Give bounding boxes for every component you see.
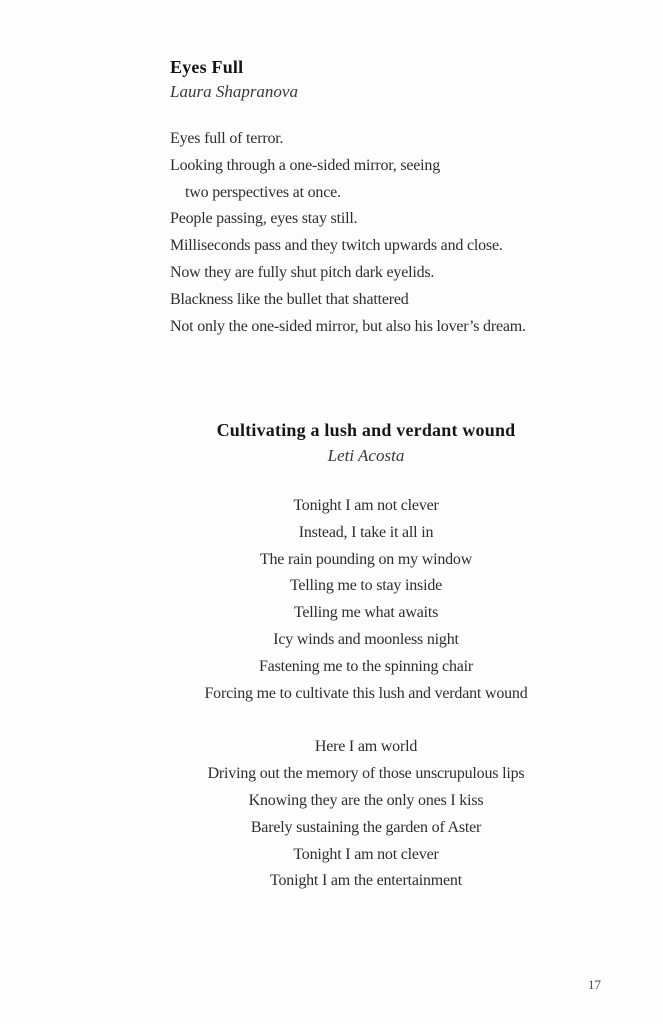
- stanza: [170, 493, 562, 707]
- poem-line: Knowing they are the only ones I kiss: [248, 791, 484, 809]
- poem-cultivating-a-lush-and-verdant-wound: [170, 417, 562, 895]
- poem-line: Blackness like the bullet that shattered: [170, 290, 409, 308]
- poem-line: Icy winds and moonless night: [273, 630, 459, 648]
- poem-line: Milliseconds pass and they twitch upwards and close.: [170, 237, 503, 255]
- stanza: [170, 734, 562, 895]
- poem-line: Looking through a one-sided mirror, seeing: [170, 156, 441, 174]
- poem-author: Leti Acosta: [327, 446, 405, 465]
- poem-line: The rain pounding on my window: [259, 550, 473, 568]
- page-number: 17: [588, 977, 601, 992]
- poem-line: Telling me what awaits: [293, 604, 439, 622]
- poem-line: Here I am world: [314, 738, 418, 756]
- poem-line: Fastening me to the spinning chair: [258, 657, 474, 675]
- poem-title: Cultivating a lush and verdant wound: [216, 420, 516, 440]
- poem-line: Tonight I am not clever: [293, 845, 439, 863]
- poem-title: Eyes Full: [170, 57, 244, 77]
- poem-line: People passing, eyes stay still.: [170, 210, 358, 228]
- poem-line: Telling me to stay inside: [289, 577, 443, 595]
- poem-line: Forcing me to cultivate this lush and verdant wound: [204, 684, 528, 702]
- poem-line: Not only the one-sided mirror, but also his lover’s dream.: [170, 317, 526, 335]
- poem-eyes-full: [170, 54, 562, 340]
- poem-line: Instead, I take it all in: [298, 523, 434, 541]
- poem-line: Eyes full of terror.: [170, 130, 284, 147]
- poem-line: Barely sustaining the garden of Aster: [250, 818, 482, 836]
- poem-line: Driving out the memory of those unscrupulous lips: [207, 765, 525, 783]
- poem-line: Tonight I am the entertainment: [270, 872, 462, 890]
- poem-line: Now they are fully shut pitch dark eyelids.: [170, 263, 435, 281]
- poem-author: Laura Shapranova: [170, 82, 298, 101]
- poem-line: Tonight I am not clever: [293, 497, 439, 514]
- poem-line: two perspectives at once.: [185, 183, 341, 201]
- stanza: [170, 126, 562, 340]
